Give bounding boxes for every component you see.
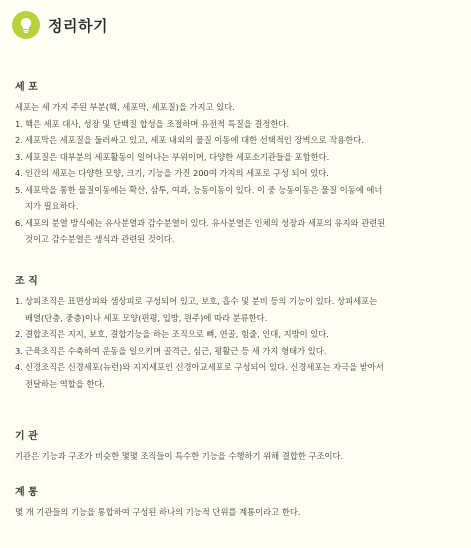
list-item	[15, 149, 460, 166]
section-title-cell: 세 포	[15, 82, 38, 93]
header	[12, 10, 108, 40]
list-item-number: 4.	[15, 362, 23, 372]
list-item-text: 결합조직은 지지, 보호, 결합기능을 하는 조직으로 뼈, 연골, 힘줄, 인대, 지방이 있다.	[25, 329, 329, 339]
list-item-number: 2.	[15, 135, 23, 145]
section-organ	[15, 427, 460, 465]
list-item	[15, 132, 460, 149]
section-system	[15, 483, 460, 521]
list-item	[15, 182, 460, 215]
lightbulb-icon	[12, 11, 40, 39]
list-item	[15, 293, 460, 326]
list-item-text: 근육조직은 수축하여 운동을 일으키며 골격근, 심근, 평활근 등 세 가지 형태가 있다.	[25, 345, 327, 356]
list-item-text: 세포질은 대부분의 세포활동이 일어나는 부위이며, 다양한 세포소기관들을 포함한다.	[25, 151, 330, 162]
list-item-number: 1.	[15, 118, 23, 129]
list-item	[15, 116, 460, 133]
list-item-text: 지가 필요하다.	[25, 201, 79, 211]
section-title-system: 계 통	[15, 487, 38, 498]
list-item	[15, 165, 460, 182]
list-item-text: 인간의 세포는 다양한 모양, 크기, 기능을 가진 200여 가지의 세포로 구성 되어 있다.	[25, 168, 329, 178]
list-item-text: 세포막은 세포질을 둘러싸고 있고, 세포 내외의 물질 이동에 대한 선택적인 장벽으로 작용한다.	[25, 135, 364, 145]
list-item	[15, 326, 460, 343]
list-item-text: 배열(단층, 중층)이나 세포 모양(편평, 입방, 원주)에 따라 분류한다.	[25, 312, 268, 323]
tissue-list	[15, 293, 460, 392]
list-item	[15, 343, 460, 360]
section-title-tissue: 조 직	[15, 276, 38, 287]
section-title-organ: 기 관	[15, 431, 38, 442]
cell-intro: 세포는 세 가지 주된 부분(핵, 세포막, 세포질)을 가지고 있다.	[15, 102, 235, 112]
list-item-number: 3.	[15, 151, 23, 162]
section-tissue	[15, 272, 460, 392]
list-item-text: 핵은 세포 대사, 성장 및 단백질 합성을 조절하며 유전적 특질을 결정한다.	[25, 118, 290, 129]
section-cell	[15, 78, 460, 248]
list-item	[15, 215, 460, 248]
list-item	[15, 359, 460, 392]
list-item-text: 상피조직은 표면상피와 샘상피로 구성되어 있고, 보호, 흡수 및 분비 등의 기능이 있다. 상피세포는	[25, 296, 378, 306]
list-item-number: 3.	[15, 345, 23, 356]
list-item-text: 세포막을 통한 물질이동에는 확산, 삼투, 여과, 능동이동이 있다. 이 중 능동이동은 물질 이동에 에너	[25, 184, 383, 195]
list-item-text: 신경조직은 신경세포(뉴런)와 지지세포인 신경아교세포로 구성되어 있다. 신경세포는 자극을 받아서	[25, 362, 384, 372]
system-text: 몇 개 기관들의 기능을 통합하여 구성된 하나의 기능적 단위를 계통이라고 한다.	[15, 507, 301, 517]
cell-list	[15, 116, 460, 248]
organ-text: 기관은 기능과 구조가 비슷한 몇몇 조직들이 특수한 기능을 수행하기 위해 결합한 구조이다.	[15, 451, 344, 461]
list-item-number: 1.	[15, 296, 23, 306]
list-item-text: 전달하는 역할을 한다.	[25, 378, 106, 389]
list-item-number: 2.	[15, 329, 23, 339]
list-item-number: 5.	[15, 184, 23, 195]
list-item-number: 6.	[15, 217, 23, 228]
list-item-number: 4.	[15, 168, 23, 178]
list-item-text: 세포의 분열 방식에는 유사분열과 감수분열이 있다. 유사분열은 인체의 성장과 세포의 유지와 관련된	[25, 217, 386, 228]
list-item-text: 것이고 감수분열은 생식과 관련된 것이다.	[25, 234, 175, 244]
page-title: 정리하기	[48, 16, 108, 35]
